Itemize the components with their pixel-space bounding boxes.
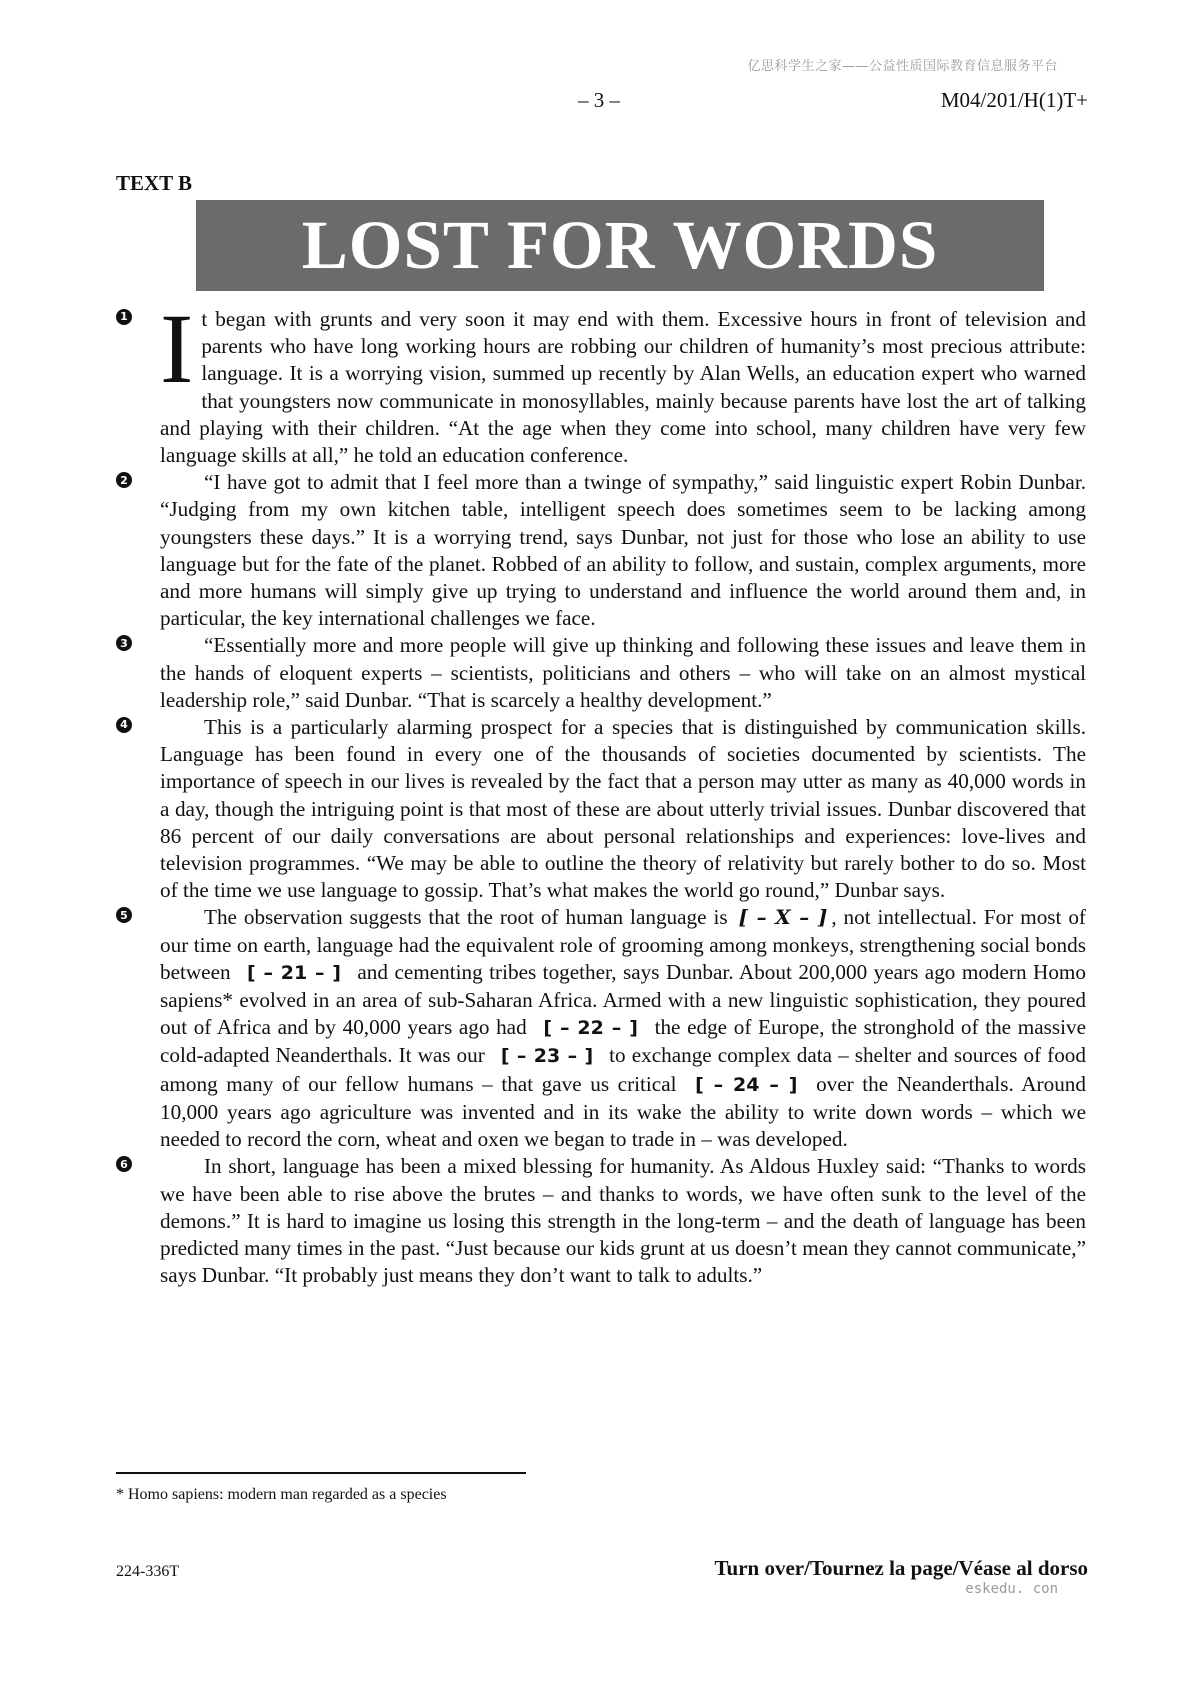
paragraph-text (160, 632, 1086, 714)
paragraph-text (160, 293, 1086, 469)
paragraph-number-icon: 2 (116, 472, 132, 488)
turn-over-note: Turn over/Tournez la page/Véase al dorso (714, 1556, 1088, 1580)
paragraph-number-icon: 3 (116, 635, 132, 651)
footnote: * Homo sapiens: modern man regarded as a species (116, 1486, 447, 1503)
gap-example-x: [ – X – ] (738, 905, 828, 930)
paragraph-1 (116, 293, 1086, 469)
paragraph-5 (116, 904, 1086, 1153)
header-watermark: 亿思科学生之家——公益性质国际教育信息服务平台 (747, 59, 1058, 74)
gap-22: [ – 22 – ] (543, 1017, 638, 1040)
paragraph-number-icon: 6 (116, 1156, 132, 1172)
section-label: TEXT B (116, 171, 193, 195)
paragraph-2 (116, 469, 1086, 632)
paragraph-segment: to exchange complex data – shelter and sources of food among many of our fellow humans – that gave us critical (160, 1043, 1086, 1096)
paragraph-segment: over the Neanderthals. Around 10,000 years ago agriculture was invented and in its wake the ability to write down words – which we needed to record the corn, wheat and oxen we began to trade in – was developed. (160, 1071, 1086, 1152)
paragraph-text (160, 904, 1086, 1153)
paragraph-3 (116, 632, 1086, 714)
paragraph-6 (116, 1153, 1086, 1289)
drop-cap: I (160, 293, 194, 404)
footnote-divider (116, 1472, 526, 1474)
footer-code: 224-336T (116, 1563, 180, 1580)
article-body (116, 293, 1086, 1289)
paragraph-segment: the edge of Europe, the stronghold of the massive cold-adapted Neanderthals. It was our (160, 1015, 1086, 1068)
paragraph-segment: This is a particularly alarming prospect for a species that is distinguished by communication skills. Language has been found in every one of the thousands of societies documented by scientists. The importance of speech in our lives is revealed by the fact that a person may utter as many as 40,000 words in a day, though the intriguing point is that most of these are about utterly trivial issues. Dunbar discovered that 86 percent of our daily conversations are about personal relationships and experiences: love-lives and television programmes. “We may be able to outline the theory of relativity but rarely bother to do so. Most of the time we use language to gossip. That’s what makes the world go round,” Dunbar says. (160, 715, 1086, 903)
gap-21: [ – 21 – ] (247, 961, 341, 984)
paragraph-text (160, 1153, 1086, 1289)
paragraph-segment: In short, language has been a mixed blessing for humanity. As Aldous Huxley said: “Thanks to words we have been able to rise above the brutes – and thanks to words, we have often sunk to the level of the demons.” It is hard to imagine us losing this strength in the long-term – and the death of language has been predicted many times in the past. “Just because our kids grunt at us doesn’t mean they cannot communicate,” says Dunbar. “It probably just means they don’t want to talk to adults.” (160, 1154, 1086, 1288)
page-number: – 3 – (578, 88, 620, 112)
gap-24: [ – 24 – ] (695, 1073, 798, 1096)
paragraph-number-icon: 5 (116, 907, 132, 923)
footer-watermark: eskedu. con (965, 1581, 1058, 1597)
article-title: LOST FOR WORDS (196, 200, 1044, 291)
paragraph-number-icon: 1 (116, 309, 132, 325)
document-code: M04/201/H(1)T+ (940, 88, 1088, 112)
paragraph-segment: “Essentially more and more people will give up thinking and following these issues and leave them in the hands of eloquent experts – scientists, politicians and others – who will take on an almost mystical leadership role,” said Dunbar. “That is scarcely a healthy development.” (160, 633, 1086, 712)
paragraph-segment: t began with grunts and very soon it may end with them. Excessive hours in front of television and parents who have long working hours are robbing our children of humanity’s most precious attribute: language. It is a worrying vision, summed up recently by Alan Wells, an education expert who warned that youngsters now communicate in monosyllables, mainly because parents have lost the art of talking and playing with their children. “At the age when they come into school, many children have very few language skills at all,” he told an education conference. (160, 307, 1086, 468)
paragraph-segment: “I have got to admit that I feel more than a twinge of sympathy,” said linguistic expert Robin Dunbar. “Judging from my own kitchen table, intelligent speech does sometimes seem to be lacking among youngsters these days.” It is a worrying trend, says Dunbar, not just for those who lose an ability to use language but for the fate of the planet. Robbed of an ability to follow, and sustain, complex arguments, more and more humans will simply give up trying to understand and influence the world around them and, in particular, the key international challenges we face. (160, 470, 1086, 631)
paragraph-segment: , not intellectual. For most of our time on earth, language had the equivalent role of grooming among monkeys, strengthening social bonds between (160, 905, 1086, 984)
gap-23: [ – 23 – ] (500, 1045, 594, 1068)
paragraph-text (160, 469, 1086, 632)
paragraph-segment: and cementing tribes together, says Dunbar. About 200,000 years ago modern Homo sapiens* evolved in an area of sub-Saharan Africa. Armed with a new linguistic sophistication, they poured out of Africa and by 40,000 years ago had (160, 959, 1086, 1040)
paragraph-number-icon: 4 (116, 717, 132, 733)
paragraph-text (160, 714, 1086, 904)
paragraph-4 (116, 714, 1086, 904)
paragraph-segment: The observation suggests that the root of human language is (204, 905, 735, 930)
